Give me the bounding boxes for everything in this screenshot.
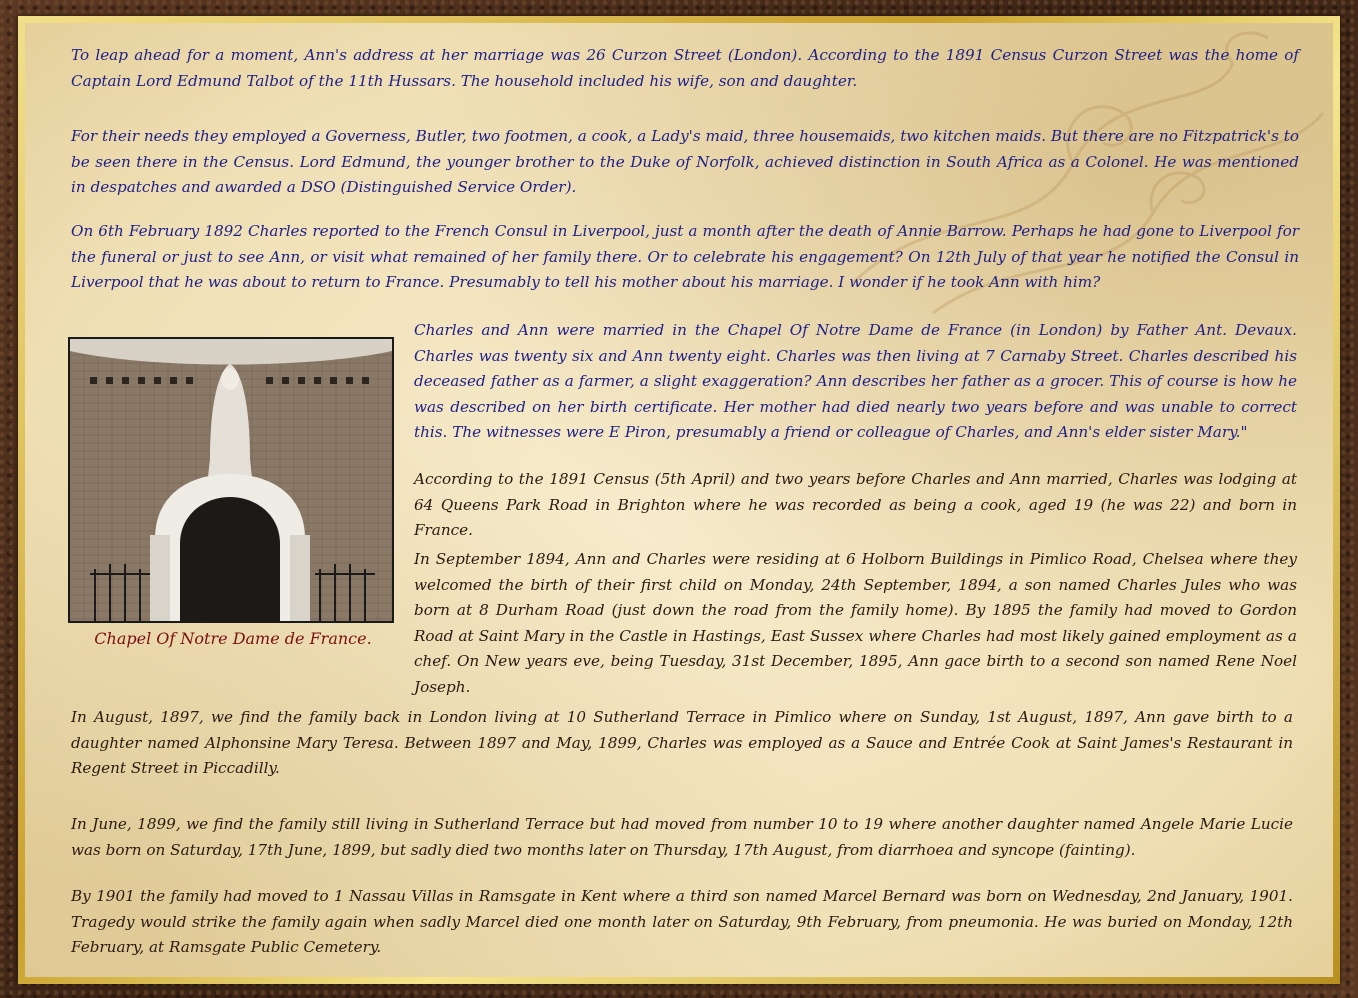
photo-caption: Chapel Of Notre Dame de France. — [94, 629, 372, 648]
paragraph-household-staff: For their needs they employed a Governess, Butler, two footmen, a cook, a Lady's maid, three housemaids, two kitchen maids. But there are no Fitzpatrick's to be seen there in the Census. Lord Edmund, the younger brother to the Duke of Norfolk, achieved distinction in South Africa as a Colonel. He was mentioned in despatches and awarded a DSO (Distinguished Service Order). — [71, 127, 1299, 196]
paragraph-marriage: Charles and Ann were married in the Chapel Of Notre Dame de France (in London) by Father Ant. Devaux. Charles was twenty six and Ann twenty eight. Charles was then living at 7 Carnaby Street. Charles described his deceased father as a farmer, a slight exaggeration? Ann describes her father as a grocer. This of course is how he was described on her birth certificate. Her mother had died nearly two years before and was unable to correct this. The witnesses were E Piron, presumably a friend or colleague of Charles, and Ann's elder sister Mary." — [414, 321, 1297, 441]
chapel-image — [70, 339, 392, 621]
paragraph-1891-census: According to the 1891 Census (5th April) and two years before Charles and Ann married, Charles was lodging at 64 Queens Park Road in Brighton where he was recorded as being a cook, aged 19 (he was 22) and born in France. — [414, 470, 1297, 539]
paragraph-curzon-street: To leap ahead for a moment, Ann's address at her marriage was 26 Curzon Street (London). According to the 1891 Census Curzon Street was the home of Captain Lord Edmund Talbot of the 11th Hussars. The household included his wife, son and daughter. — [71, 46, 1299, 90]
paragraph-french-consul: On 6th February 1892 Charles reported to the French Consul in Liverpool, just a month after the death of Annie Barrow. Perhaps he had gone to Liverpool for the funeral or just to see Ann, or visit what remained of her family there. Or to celebrate his engagement? On 12th July of that year he notified the Consul in Liverpool that he was about to return to France. Presumably to tell his mother about his marriage. I wonder if he took Ann with him? — [71, 222, 1299, 291]
chapel-photo — [68, 337, 394, 623]
paragraph-ramsgate: By 1901 the family had moved to 1 Nassau Villas in Ramsgate in Kent where a third son named Marcel Bernard was born on Wednesday, 2nd January, 1901. Tragedy would strike the family again when sadly Marcel died one month later on Saturday, 9th February, from pneumonia. He was buried on Monday, 12th February, at Ramsgate Public Cemetery. — [71, 887, 1293, 956]
paragraph-angele-marie: In June, 1899, we find the family still living in Sutherland Terrace but had moved from number 10 to 19 where another daughter named Angele Marie Lucie was born on Saturday, 17th June, 1899, but sadly died two months later on Thursday, 17th August, from diarrhoea and syncope (fainting). — [71, 815, 1293, 859]
parchment-page — [25, 23, 1333, 977]
paragraph-sutherland-terrace: In August, 1897, we find the family back in London living at 10 Sutherland Terrace in Pimlico where on Sunday, 1st August, 1897, Ann gave birth to a daughter named Alphonsine Mary Teresa. Between 1897 and May, 1899, Charles was employed as a Sauce and Entrée Cook at Saint James's Restaurant in Regent Street in Piccadilly. — [71, 708, 1293, 777]
paragraph-first-children: In September 1894, Ann and Charles were residing at 6 Holborn Buildings in Pimlico Road, Chelsea where they welcomed the birth of their first child on Monday, 24th September, 1894, a son named Charles Jules who was born at 8 Durham Road (just down the road from the family home). By 1895 the family had moved to Gordon Road at Saint Mary in the Castle in Hastings, East Sussex where Charles had most likely gained employment as a chef. On New years eve, being Tuesday, 31st December, 1895, Ann gace birth to a second son named Rene Noel Joseph. — [414, 550, 1297, 696]
gold-frame — [18, 16, 1340, 984]
